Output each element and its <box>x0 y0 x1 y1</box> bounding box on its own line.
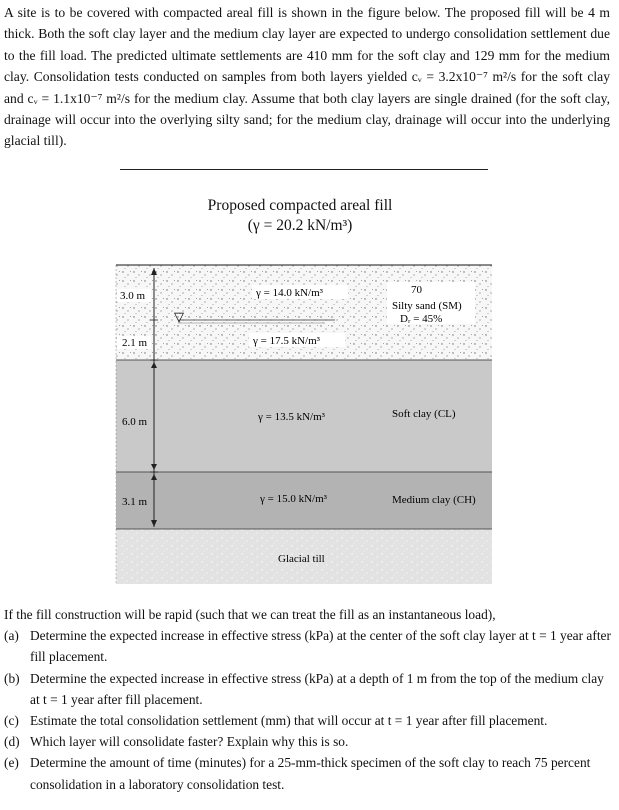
soil-description: Soft clay (CL) <box>392 408 456 420</box>
relative-density-label: Dᵣ = 45% <box>400 313 443 325</box>
fill-unit-weight: (γ = 20.2 kN/m³) <box>247 217 353 234</box>
question-text: Estimate the total consolidation settlement (mm) that will occur at t = 1 year after fill placement. <box>30 713 548 729</box>
question-item <box>4 731 612 752</box>
question-label: (c) <box>4 713 19 729</box>
soil-description: Medium clay (CH) <box>392 494 476 506</box>
thickness-label: 3.0 m <box>120 290 146 302</box>
soil-description: Glacial till <box>278 553 325 565</box>
question-item <box>4 752 612 794</box>
question-label: (e) <box>4 755 19 771</box>
thickness-label: 2.1 m <box>122 337 148 349</box>
thickness-label: 3.1 m <box>122 496 148 508</box>
question-label: (a) <box>4 628 19 644</box>
unit-weight-label: γ = 15.0 kN/m³ <box>260 493 327 505</box>
soil-description: Silty sand (SM) <box>392 300 462 312</box>
question-label: (d) <box>4 734 20 750</box>
question-item <box>4 668 612 710</box>
water-table-icon: ▽ <box>174 309 184 324</box>
unit-weight-label: γ = 17.5 kN/m³ <box>253 335 320 347</box>
question-text: Determine the expected increase in effective stress (kPa) at a depth of 1 m from the top of the medium clay at t = 1 year after fill placement. <box>30 670 604 707</box>
question-item <box>4 625 612 667</box>
unit-weight-label: γ = 14.0 kN/m³ <box>256 287 323 299</box>
fill-title: Proposed compacted areal fill <box>207 197 393 214</box>
question-label: (b) <box>4 670 20 686</box>
problem-statement: A site is to be covered with compacted areal fill is shown in the figure below. The proposed fill will be 4 m thick. Both the soft clay layer and the medium clay layer are expected to undergo consolidation settlement due to the fill load. The predicted ultimate settlements are 410 mm for the soft clay and 129 mm for the medium clay. Consolidation tests conducted on samples from both layers yielded cᵥ = 3.2x10⁻⁷ m²/s for the soft clay and cᵥ = 1.1x10⁻⁷ m²/s for the medium clay. Assume that both clay layers are single drained (for the soft clay, drainage will occur into the overlying silty sand; for the medium clay, drainage will occur into the underlying glacial till). <box>4 5 610 149</box>
thickness-label: 6.0 m <box>122 416 148 428</box>
questions-lead: If the fill construction will be rapid (such that we can treat the fill as an instantaneous load), <box>4 607 496 622</box>
question-text: Determine the expected increase in effective stress (kPa) at the center of the soft clay layer at t = 1 year after fill placement. <box>30 628 611 665</box>
questions-section <box>4 604 612 795</box>
question-text: Determine the amount of time (minutes) for a 25-mm-thick specimen of the soft clay to reach 75 percent consolidation in a laboratory consolidation test. <box>30 755 591 792</box>
question-text: Which layer will consolidate faster? Explain why this is so. <box>30 734 349 750</box>
unit-weight-label: γ = 13.5 kN/m³ <box>258 411 325 423</box>
soil-code-label: 70 <box>411 284 422 296</box>
question-item <box>4 710 612 731</box>
